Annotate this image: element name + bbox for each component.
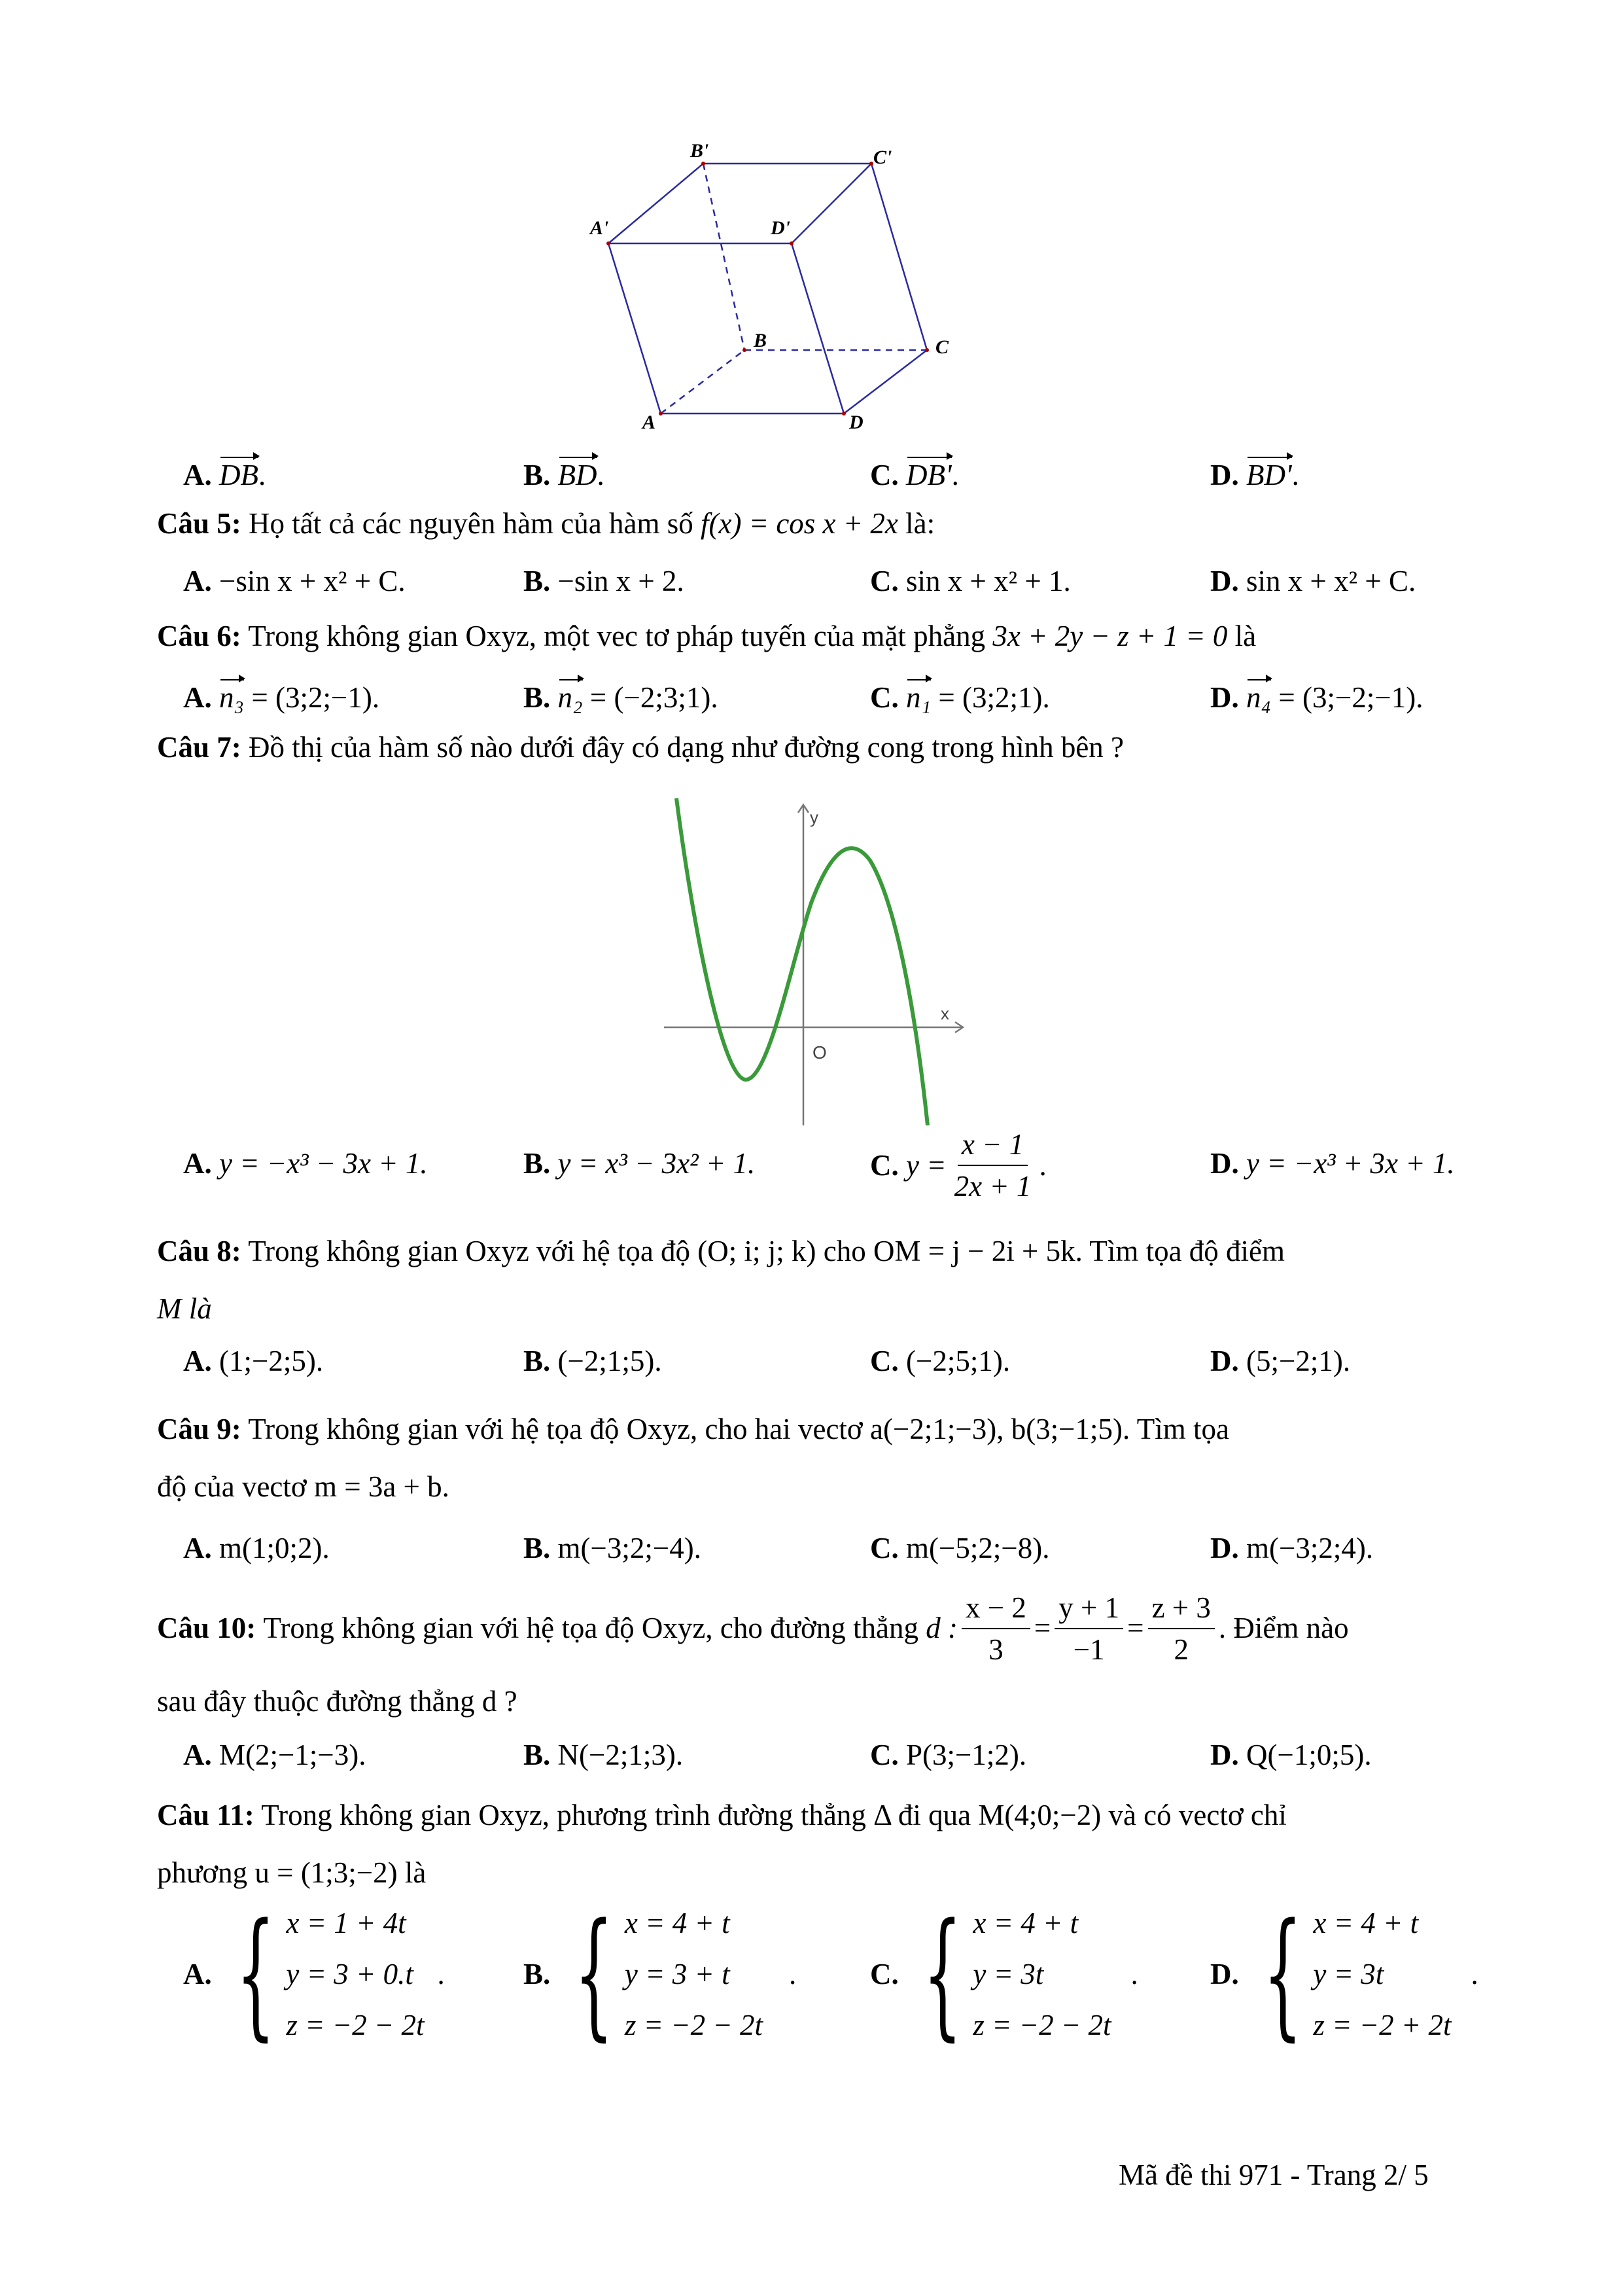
axis-label-y: y (810, 807, 818, 827)
question-10: Câu 10: Trong không gian với hệ tọa độ Oxyz, cho đường thẳng d : $\frac{x - 2}{3}$ = $\frac{y + 1}{-1}$ = $\frac{z + 3}{2}$ . Điểm nào (157, 1587, 1472, 1670)
q11-option-c: C. { x = 4 + t y = 3t z = −2 − 2t . (870, 1894, 1138, 2054)
question-11: Câu 11: Trong không gian Oxyz, phương trình đường thẳng Δ đi qua M(4;0;−2) và có vectơ chỉ phương u = (1;3;−2) là (157, 1799, 1287, 1889)
vertex-label-D1: D' (771, 217, 790, 239)
q8-option-a: A. (1;−2;5). (183, 1345, 324, 1377)
q11-option-a: A. { x = 1 + 4t y = 3 + 0.t z = −2 − 2t . (183, 1894, 445, 2054)
question-10-line2: sau đây thuộc đường thẳng d ? (157, 1685, 517, 1718)
vertex-label-C: C (935, 336, 949, 358)
q9-option-a: A. m(1;0;2). (183, 1532, 330, 1564)
parallelepiped-figure (576, 131, 1073, 445)
question-9: Câu 9: Trong không gian với hệ tọa độ Oxyz, cho hai vectơ a(−2;1;−3), b(3;−1;5). Tìm tọa độ của vectơ m = 3a + b. (157, 1413, 1229, 1503)
q9-option-d: D. m(−3;2;4). (1210, 1532, 1374, 1564)
q6-option-c: C. n₁ = (3;2;1). (870, 681, 1050, 714)
vertex-label-C1: C' (873, 147, 892, 168)
q9-option-c: C. m(−5;2;−8). (870, 1532, 1050, 1564)
q11-option-d: D. { x = 4 + t y = 3t z = −2 + 2t . (1210, 1894, 1478, 2054)
q4-option-c: C. DB'. (870, 459, 959, 491)
origin-label: O (812, 1042, 827, 1063)
q5-option-d: D. sin x + x² + C. (1210, 565, 1416, 597)
cubic-graph (661, 798, 981, 1125)
q9-option-b: B. m(−3;2;−4). (523, 1532, 702, 1564)
q10-option-a: A. M(2;−1;−3). (183, 1739, 366, 1771)
vertex-label-D: D (849, 412, 864, 433)
q8-option-c: C. (−2;5;1). (870, 1345, 1011, 1377)
q6-option-d: D. n₄ = (3;−2;−1). (1210, 681, 1423, 714)
q4-option-d: D. BD'. (1210, 459, 1299, 491)
q7-option-c: C. y = $\frac{x - 1}{2x + 1}$ . (870, 1124, 1047, 1207)
q7-option-d: D. y = −x³ + 3x + 1. (1210, 1147, 1455, 1180)
q5-option-a: A. −sin x + x² + C. (183, 565, 406, 597)
q7-option-b: B. y = x³ − 3x² + 1. (523, 1147, 756, 1180)
vertex-label-A1: A' (590, 217, 609, 239)
q5-option-b: B. −sin x + 2. (523, 565, 684, 597)
vertex-label-B: B (754, 330, 767, 351)
q8-option-b: B. (−2;1;5). (523, 1345, 662, 1377)
axis-label-x: x (941, 1004, 949, 1023)
question-6: Câu 6: Trong không gian Oxyz, một vec tơ pháp tuyến của mặt phẳng 3x + 2y − z + 1 = 0 là (157, 620, 1257, 652)
q5-option-c: C. sin x + x² + 1. (870, 565, 1071, 597)
q6-option-b: B. n₂ = (−2;3;1). (523, 681, 718, 714)
q4-option-b: B. BD. (523, 459, 604, 491)
question-5: Câu 5: Họ tất cả các nguyên hàm của hàm số f(x) = cos x + 2x là: (157, 507, 935, 540)
q4-option-a: A. DB. (183, 459, 266, 491)
page-footer: Mã đề thi 971 - Trang 2/ 5 (1119, 2159, 1429, 2191)
vertex-label-B1: B' (690, 140, 709, 162)
q10-option-c: C. P(3;−1;2). (870, 1739, 1027, 1771)
q8-option-d: D. (5;−2;1). (1210, 1345, 1351, 1377)
vertex-label-A: A (642, 412, 656, 433)
question-8: Câu 8: Trong không gian Oxyz với hệ tọa độ (O; i; j; k) cho OM = j − 2i + 5k. Tìm tọa độ điểm M là (157, 1235, 1285, 1325)
q10-option-d: D. Q(−1;0;5). (1210, 1739, 1372, 1771)
q6-option-a: A. n₃ = (3;2;−1). (183, 681, 380, 714)
q11-option-b: B. { x = 4 + t y = 3 + t z = −2 − 2t . (523, 1894, 797, 2054)
q7-option-a: A. y = −x³ − 3x + 1. (183, 1147, 428, 1180)
question-7: Câu 7: Đồ thị của hàm số nào dưới đây có dạng như đường cong trong hình bên ? (157, 731, 1125, 764)
q10-option-b: B. N(−2;1;3). (523, 1739, 684, 1771)
